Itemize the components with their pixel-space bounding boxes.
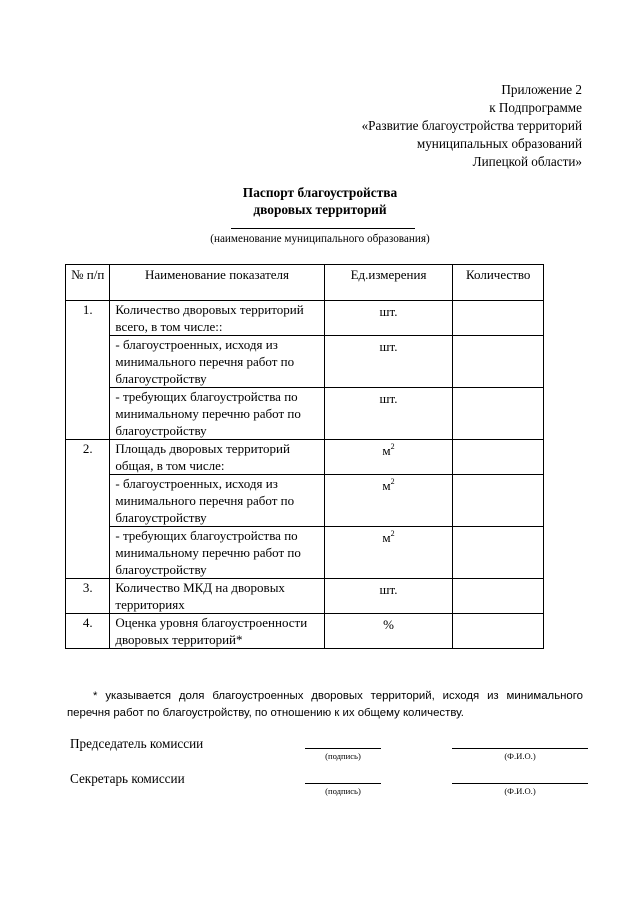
row-num: 3.: [66, 579, 110, 614]
row-name: Количество МКД на дворовых территориях: [110, 579, 324, 614]
secretary-signature-line: [305, 783, 381, 784]
row-unit: [324, 475, 453, 527]
row-unit: [324, 440, 453, 475]
row-unit: [324, 527, 453, 579]
table-row: [66, 614, 544, 649]
municipality-caption: (наименование муниципального образования): [210, 233, 430, 245]
table-row: [66, 475, 544, 527]
passport-table: [65, 264, 544, 649]
row-quantity: [453, 440, 544, 475]
appendix-header: [282, 81, 582, 171]
unit-superscript: 2: [390, 528, 395, 538]
row-quantity: [453, 388, 544, 440]
row-name: Количество дворовых территорий всего, в том числе::: [110, 301, 324, 336]
row-quantity: [453, 579, 544, 614]
row-num: 4.: [66, 614, 110, 649]
unit-superscript: 2: [390, 476, 395, 486]
row-num: 1.: [66, 301, 110, 336]
header-num: № п/п: [66, 265, 110, 301]
secretary-signature-caption: (подпись): [325, 786, 361, 796]
municipality-name-line: [231, 228, 415, 229]
chairman-signature-line: [305, 748, 381, 749]
table-row: [66, 388, 544, 440]
header-name: Наименование показателя: [110, 265, 324, 301]
title-line-2: дворовых территорий: [253, 202, 387, 217]
title-line-1: Паспорт благоустройства: [242, 185, 398, 200]
chairman-label: Председатель комиссии: [70, 736, 204, 751]
row-quantity: [453, 336, 544, 388]
unit-text: м: [382, 478, 391, 493]
chairman-fio-caption: (Ф.И.О.): [504, 751, 536, 761]
header-quantity: Количество: [453, 265, 544, 301]
row-quantity: [453, 475, 544, 527]
row-quantity: [453, 527, 544, 579]
row-num: [66, 475, 110, 527]
row-unit: шт.: [324, 301, 453, 336]
secretary-fio-caption: (Ф.И.О.): [504, 786, 536, 796]
row-unit: %: [324, 614, 453, 649]
row-num: [66, 336, 110, 388]
chairman-signature-caption: (подпись): [325, 751, 361, 761]
row-name: Площадь дворовых территорий общая, в том числе:: [110, 440, 324, 475]
row-num: [66, 388, 110, 440]
header-unit: Ед.измерения: [324, 265, 453, 301]
secretary-fio-line: [452, 783, 588, 784]
row-name: - требующих благоустройства по минимальному перечню работ по благоустройству: [110, 388, 324, 440]
unit-text: м: [382, 443, 391, 458]
table-row: [66, 579, 544, 614]
appendix-line: к Подпрограмме: [489, 100, 582, 115]
table-row: [66, 527, 544, 579]
appendix-line: муниципальных образований: [416, 136, 582, 151]
row-unit: шт.: [324, 388, 453, 440]
appendix-line: Липецкой области»: [472, 154, 582, 169]
row-name: - требующих благоустройства по минимальному перечню работ по благоустройству: [110, 527, 324, 579]
table-row: [66, 301, 544, 336]
row-num: [66, 527, 110, 579]
chairman-fio-line: [452, 748, 588, 749]
appendix-line: Приложение 2: [501, 82, 582, 97]
row-unit: шт.: [324, 336, 453, 388]
unit-superscript: 2: [390, 441, 395, 451]
unit-text: м: [382, 530, 391, 545]
table-header-row: [66, 265, 544, 301]
row-quantity: [453, 301, 544, 336]
appendix-line: «Развитие благоустройства территорий: [361, 118, 582, 133]
table-row: [66, 336, 544, 388]
row-unit: шт.: [324, 579, 453, 614]
document-title: [0, 184, 640, 218]
row-name: - благоустроенных, исходя из минимального перечня работ по благоустройству: [110, 475, 324, 527]
row-quantity: [453, 614, 544, 649]
table-row: [66, 440, 544, 475]
footnote: * указывается доля благоустроенных дворовых территорий, исходя из минимального перечня работ по благоустройству, по отношению к их общему количеству.: [67, 690, 583, 719]
row-num: 2.: [66, 440, 110, 475]
row-name: Оценка уровня благоустроенности дворовых территорий*: [110, 614, 324, 649]
secretary-label: Секретарь комиссии: [70, 771, 185, 786]
row-name: - благоустроенных, исходя из минимального перечня работ по благоустройству: [110, 336, 324, 388]
